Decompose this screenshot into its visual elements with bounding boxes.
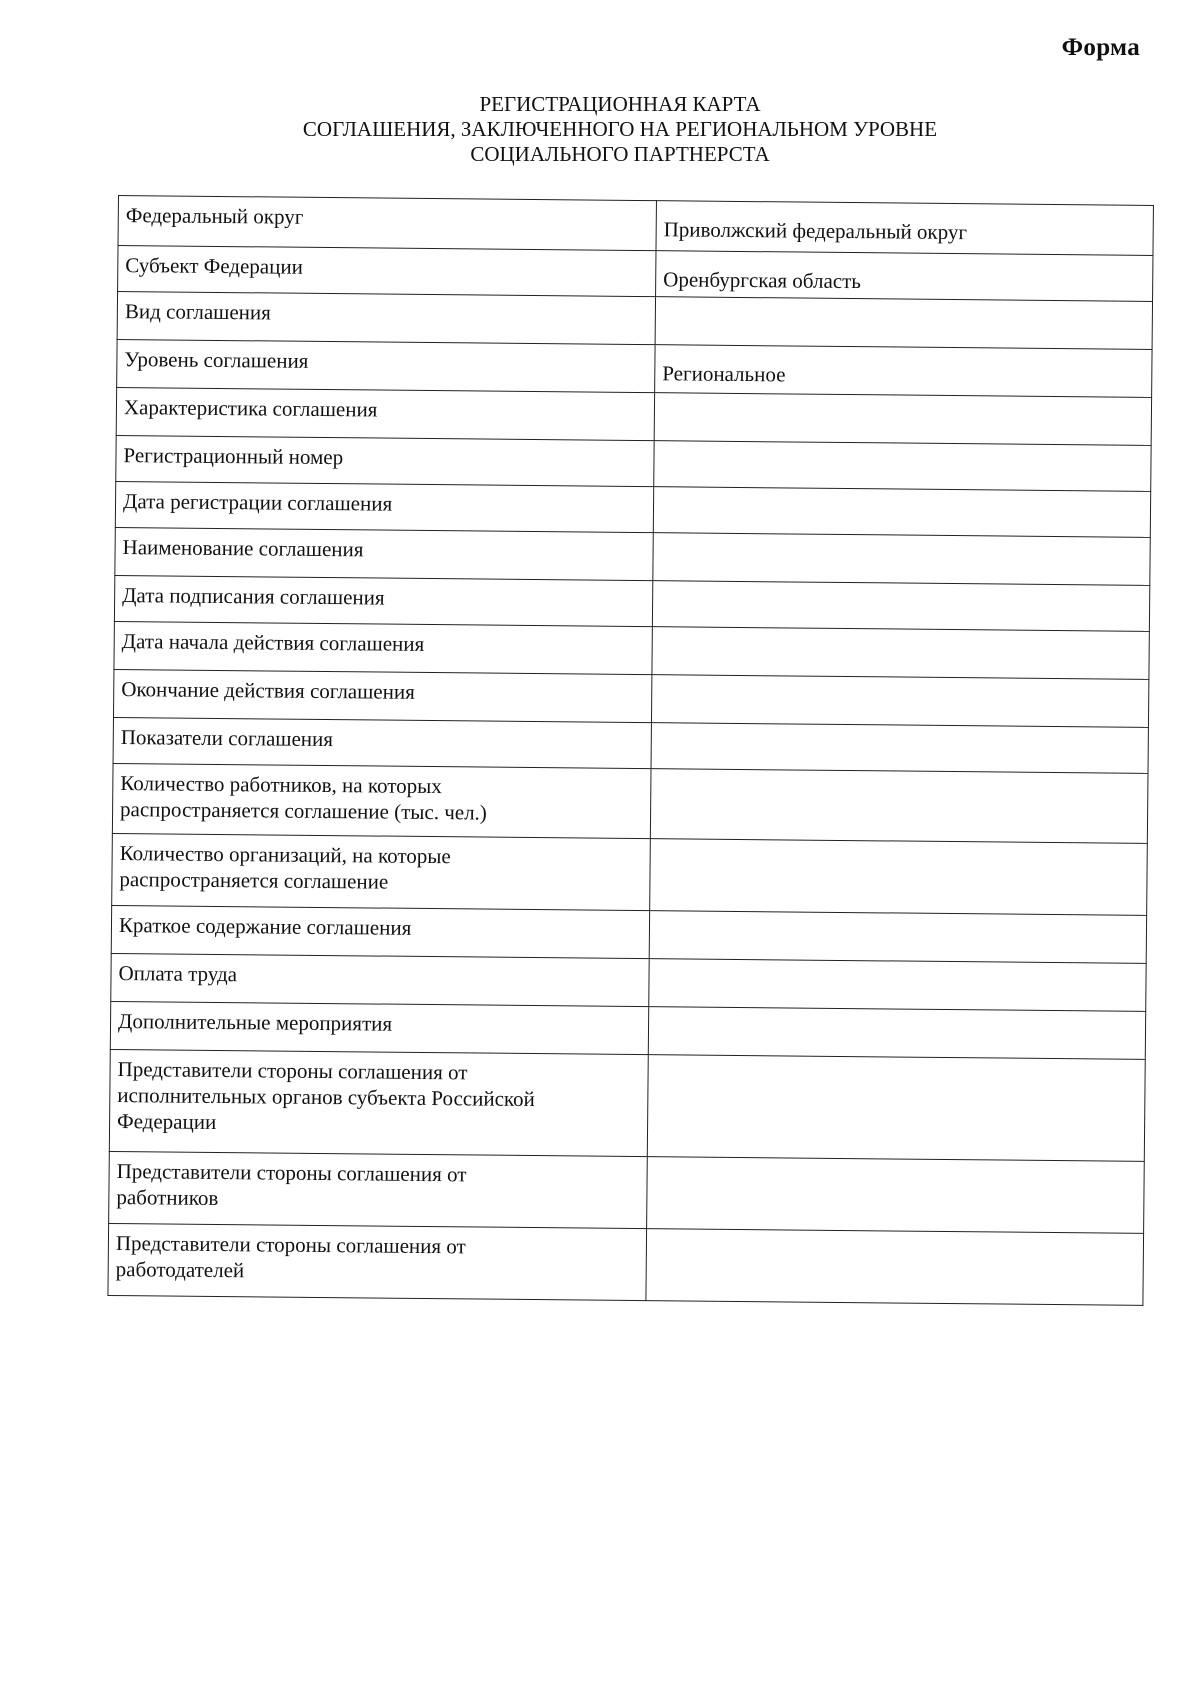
row-label-cell: [113, 717, 651, 768]
row-label-cell: [115, 481, 653, 532]
row-value-cell: [655, 297, 1152, 350]
row-label-line: Представители стороны соглашения от: [116, 1159, 467, 1187]
row-value-cell: [656, 251, 1153, 302]
row-label-line: Дата подписания соглашения: [122, 583, 385, 610]
row-label-cell: [116, 435, 654, 486]
row-label-line: Федеральный округ: [125, 203, 304, 229]
row-label-line: Количество организаций, на которые: [119, 841, 451, 869]
row-label-cell: [109, 1049, 648, 1156]
row-label-cell: [111, 905, 649, 958]
row-value-cell: [646, 1229, 1144, 1306]
row-label-line: Показатели соглашения: [120, 725, 334, 752]
row-label-cell: [109, 1151, 648, 1228]
table-row: [112, 833, 1148, 915]
row-label-line: Субъект Федерации: [125, 253, 304, 279]
row-label-cell: [117, 339, 655, 392]
row-label-line: Федерации: [116, 1109, 217, 1134]
row-value: Оренбургская область: [663, 267, 862, 294]
row-value-cell: [650, 769, 1148, 844]
row-value-cell: [647, 1055, 1145, 1162]
row-value-cell: [655, 345, 1152, 398]
form-label: Форма: [1061, 34, 1140, 61]
row-label-line: Представители стороны соглашения от: [115, 1231, 466, 1259]
row-label-line: распространяется соглашение: [119, 867, 389, 894]
row-value-cell: [654, 441, 1151, 492]
row-label-cell: [112, 833, 651, 910]
row-value-cell: [647, 1157, 1145, 1234]
row-label-cell: [110, 1001, 648, 1054]
row-label-line: работодателей: [115, 1257, 245, 1283]
row-value: Региональное: [662, 361, 786, 387]
row-value-cell: [650, 839, 1148, 916]
row-label-line: Краткое содержание соглашения: [118, 913, 412, 940]
row-label-line: Дата начала действия соглашения: [121, 629, 425, 656]
row-value-cell: [651, 675, 1148, 728]
row-label-line: Уровень соглашения: [124, 347, 309, 373]
row-value-cell: [648, 1007, 1145, 1060]
row-label-line: распространяется соглашение (тыс. чел.): [119, 797, 487, 825]
table-row: [109, 1049, 1145, 1161]
row-value-cell: [656, 201, 1153, 256]
row-value: Приволжский федеральный округ: [663, 217, 968, 245]
heading-line-3: СОЦИАЛЬНОГО ПАРТНЕРСТА: [470, 142, 770, 166]
row-label-line: Вид соглашения: [124, 299, 271, 325]
row-label-cell: [118, 196, 656, 251]
row-label-cell: [111, 953, 649, 1006]
row-value-cell: [653, 533, 1150, 586]
row-label-line: Дата регистрации соглашения: [122, 489, 393, 516]
row-value-cell: [652, 581, 1149, 632]
row-label-line: Регистрационный номер: [123, 443, 344, 470]
row-label-line: Наименование соглашения: [122, 535, 364, 562]
row-label-line: Характеристика соглашения: [123, 395, 378, 422]
row-label-cell: [113, 669, 651, 722]
heading-line-2: СОГЛАШЕНИЯ, ЗАКЛЮЧЕННОГО НА РЕГИОНАЛЬНОМ УРОВНЕ: [302, 117, 938, 141]
row-value-cell: [649, 911, 1146, 964]
row-value-cell: [653, 487, 1150, 538]
row-value-cell: [649, 959, 1146, 1012]
row-value-cell: [654, 393, 1151, 446]
row-label-cell: [115, 527, 653, 580]
row-label-line: Дополнительные мероприятия: [117, 1009, 393, 1036]
table-row: [109, 1151, 1145, 1233]
row-value-cell: [651, 723, 1148, 774]
row-label-cell: [112, 763, 651, 838]
row-label-cell: [116, 387, 654, 440]
table-row: [108, 1223, 1144, 1305]
row-label-cell: [114, 621, 652, 674]
row-label-line: Представители стороны соглашения от: [117, 1057, 468, 1085]
row-label-line: работников: [116, 1185, 219, 1211]
row-value-cell: [652, 627, 1149, 680]
row-label-cell: [108, 1223, 647, 1300]
row-label-line: Окончание действия соглашения: [121, 677, 415, 704]
table-row: [112, 763, 1148, 843]
document-heading: [300, 92, 940, 167]
row-label-line: Оплата труда: [118, 961, 238, 987]
row-label-line: исполнительных органов субъекта Российской: [117, 1083, 535, 1112]
registration-table-body: [108, 196, 1154, 1306]
row-label-cell: [114, 575, 652, 626]
heading-line-1: РЕГИСТРАЦИОННАЯ КАРТА: [479, 92, 761, 116]
row-label-line: Количество работников, на которых: [120, 771, 442, 799]
row-label-cell: [118, 246, 656, 297]
row-label-cell: [117, 292, 655, 345]
registration-table: [107, 195, 1154, 1306]
registration-card: [107, 195, 1125, 1306]
